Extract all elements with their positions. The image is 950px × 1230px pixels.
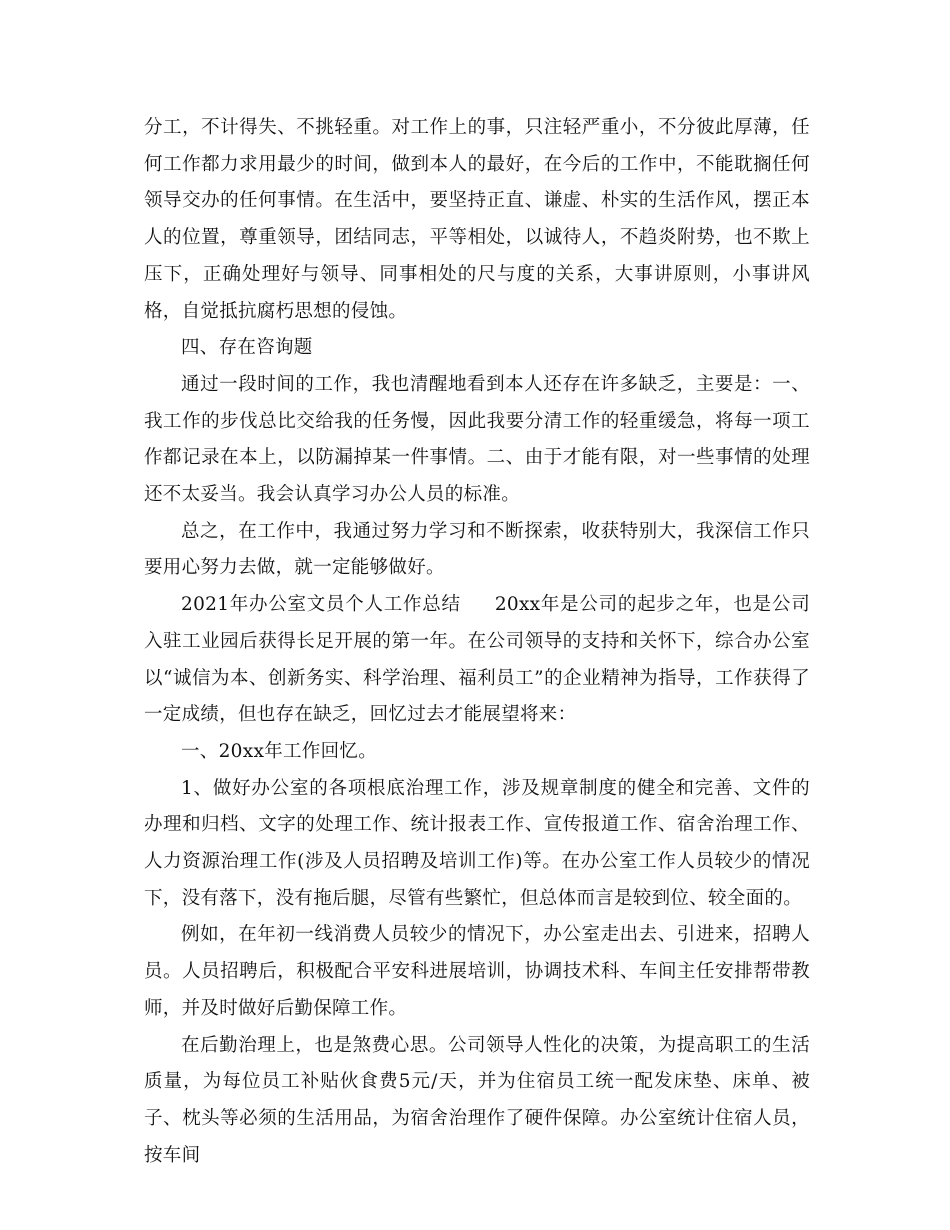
section-heading-review: 一、20xx年工作回忆。 [181, 740, 378, 762]
document-body [144, 110, 810, 1174]
paragraph-9: 在后勤治理上，也是煞费心思。公司领导人性化的决策，为提高职工的生活质量，为每位员工补贴伙食费5元/天，并为住宿员工统一配发床垫、床单、被子、枕头等必须的生活用品，为宿舍治理作了硬件保障。办公室统计住宿人员，按车间 [144, 1034, 810, 1166]
paragraph-1: 分工，不计得失、不挑轻重。对工作上的事，只注轻严重小，不分彼此厚薄，任何工作都力求用最少的时间，做到本人的最好，在今后的工作中，不能耽搁任何领导交办的任何事情。在生活中，要坚持正直、谦虚、朴实的生活作风，摆正本人的位置，尊重领导，团结同志，平等相处，以诚待人，不趋炎附势，也不欺上压下，正确处理好与领导、同事相处的尺与度的关系，大事讲原则，小事讲风格，自觉抵抗腐朽思想的侵蚀。 [144, 117, 810, 322]
paragraph-5-text: 20xx年是公司的起步之年，也是公司入驻工业园后获得长足开展的第一年。在公司领导的支持和关怀下，综合办公室以“诚信为本、创新务实、科学治理、福利员工”的企业精神为指导，工作获得了一定成绩，但也存在缺乏，回忆过去才能展望将来： [144, 594, 810, 726]
paragraph-3: 通过一段时间的工作，我也清醒地看到本人还存在许多缺乏，主要是：一、我工作的步伐总比交给我的任务慢，因此我要分清工作的轻重缓急，将每一项工作都记录在本上，以防漏掉某一件事情。二、由于才能有限，对一些事情的处理还不太妥当。我会认真学习办公人员的标准。 [144, 373, 810, 506]
paragraph-7: 1、做好办公室的各项根底治理工作，涉及规章制度的健全和完善、文件的办理和归档、文字的处理工作、统计报表工作、宣传报道工作、宿舍治理工作、人力资源治理工作(涉及人员招聘及培训工作)等。在办公室工作人员较少的情况下，没有落下，没有拖后腿，尽管有些繁忙，但总体而言是较到位、较全面的。 [144, 777, 810, 909]
paragraph-5 [144, 587, 810, 734]
summary-title: 2021年办公室文员个人工作总结 [181, 594, 461, 616]
paragraph-8: 例如，在年初一线消费人员较少的情况下，办公室走出去、引进来，招聘人员。人员招聘后，积极配合平安科进展培训，协调技术科、车间主任安排帮带教师，并及时做好后勤保障工作。 [144, 924, 810, 1019]
paragraph-4: 总之，在工作中，我通过努力学习和不断探索，收获特别大，我深信工作只要用心努力去做，就一定能够做好。 [144, 520, 810, 579]
section-heading-problems: 四、存在咨询题 [181, 337, 313, 359]
